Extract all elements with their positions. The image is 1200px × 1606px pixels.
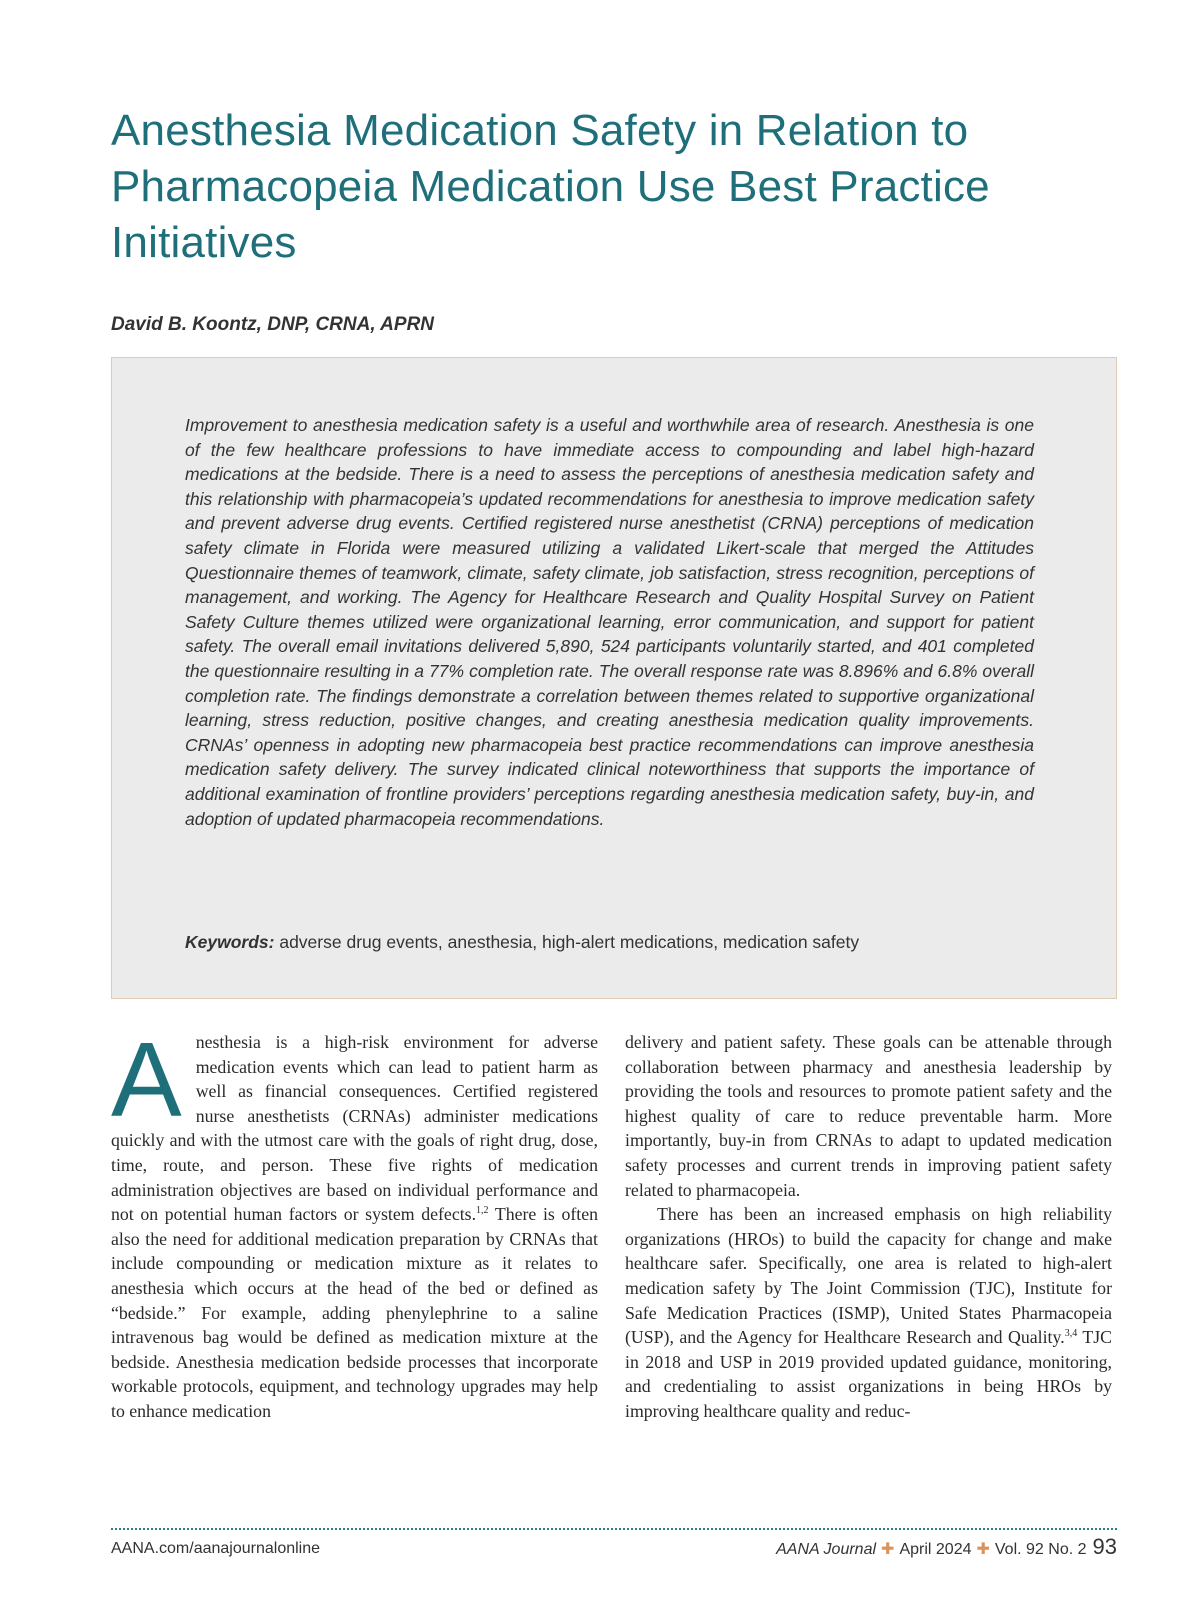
footer-citation	[776, 1534, 1117, 1560]
article-title: Anesthesia Medication Safety in Relation to Pharmacopeia Medication Use Best Practice Initiatives	[111, 106, 990, 267]
footer-volume: Vol. 92 No. 2	[994, 1541, 1087, 1558]
body-text: There is often also the need for additional medication preparation by CRNAs that include compounding or medication mixture as it relates to anesthesia which occurs at the head of the bed or defined as “bedside.” For example, adding phenylephrine to a saline intravenous bag would be defined as medication mixture at the bedside. Anesthesia medication bedside processes that incorporate workable protocols, equipment, and technology upgrades may help to enhance medication	[111, 1204, 599, 1421]
body-column-right	[625, 1030, 1112, 1424]
body-paragraph: delivery and patient safety. These goals can be attenable through collaboration between pharmacy and anesthesia leadership by providing the tools and resources to promote patient safety and the highest quality of care to reduce preventable harm. More importantly, buy-in from CRNAs to adapt to updated medication safety processes and current trends in improving patient safety related to pharmacopeia.	[625, 1032, 1112, 1200]
author-byline: David B. Koontz, DNP, CRNA, APRN	[111, 314, 435, 335]
footer-date: April 2024	[899, 1541, 972, 1558]
citation-ref: 3,4	[1064, 1328, 1078, 1340]
cross-icon: ✚	[881, 1541, 895, 1558]
body-text: TJC in 2018 and USP in 2019 provided updated guidance, monitoring, and credentialing to assist organizations in being HROs by improving healthcare quality and reduc-	[625, 1327, 1113, 1421]
keywords-text: adverse drug events, anesthesia, high-alert medications, medication safety	[279, 932, 860, 952]
body-paragraph	[111, 1021, 599, 1424]
footer-journal: AANA Journal	[776, 1541, 877, 1558]
drop-cap: A	[111, 1021, 182, 1139]
body-text: nesthesia is a high-risk environment for adverse medication events which can lead to patient harm as well as financial consequences. Certified registered nurse anesthetists (CRNAs) administer medications quickly and with the utmost care with the goals of right drug, dose, time, route, and person. These five rights of medication administration objectives are based on individual performance and not on potential human factors or system defects.	[111, 1032, 598, 1225]
abstract-text: Improvement to anesthesia medication safety is a useful and worthwhile area of research. Anesthesia is one of the few healthcare professions to have immediate access to compounding and label high-hazard medications at the bedside. There is a need to assess the perceptions of anesthesia medication safety and this relationship with pharmacopeia’s updated recommendations for anesthesia to improve medication safety and prevent adverse drug events. Certified registered nurse anesthetist (CRNA) perceptions of medication safety climate in Florida were measured utilizing a validated Likert-scale that merged the Attitudes Questionnaire themes of teamwork, climate, safety climate, job satisfaction, stress recognition, perceptions of management, and working. The Agency for Healthcare Research and Quality Hospital Survey on Patient Safety Culture themes utilized were organizational learning, error communication, and support for patient safety. The overall email invitations delivered 5,890, 524 participants voluntarily started, and 401 completed the questionnaire resulting in a 77% completion rate. The overall response rate was 8.896% and 6.8% overall completion rate. The findings demonstrate a correlation between themes related to supportive organizational learning, stress reduction, positive changes, and creating anesthesia medication quality improvements. CRNAs’ openness in adopting new pharmacopeia best practice recommendations can improve anesthesia medication safety delivery. The survey indicated clinical noteworthiness that supports the importance of additional examination of frontline providers’ perceptions regarding anesthesia medication safety, buy-in, and adoption of updated pharmacopeia recommendations.	[185, 415, 1034, 829]
keywords-label: Keywords:	[185, 932, 275, 952]
body-text: There has been an increased emphasis on high reliability organizations (HROs) to build the capacity for change and make healthcare safer. Specifically, one area is related to high-alert medication safety by The Joint Commission (TJC), Institute for Safe Medication Practices (ISMP), United States Pharmacopeia (USP), and the Agency for Healthcare Research and Quality.	[625, 1204, 1112, 1348]
page-number: 93	[1092, 1534, 1117, 1559]
body-paragraph	[625, 1202, 1112, 1423]
footer-url[interactable]: AANA.com/aanajournalonline	[111, 1540, 321, 1557]
footer-divider	[111, 1528, 1117, 1530]
citation-ref: 1,2	[476, 1205, 489, 1217]
keywords	[185, 930, 1034, 954]
body-column-left	[111, 1021, 599, 1424]
cross-icon: ✚	[976, 1541, 990, 1558]
